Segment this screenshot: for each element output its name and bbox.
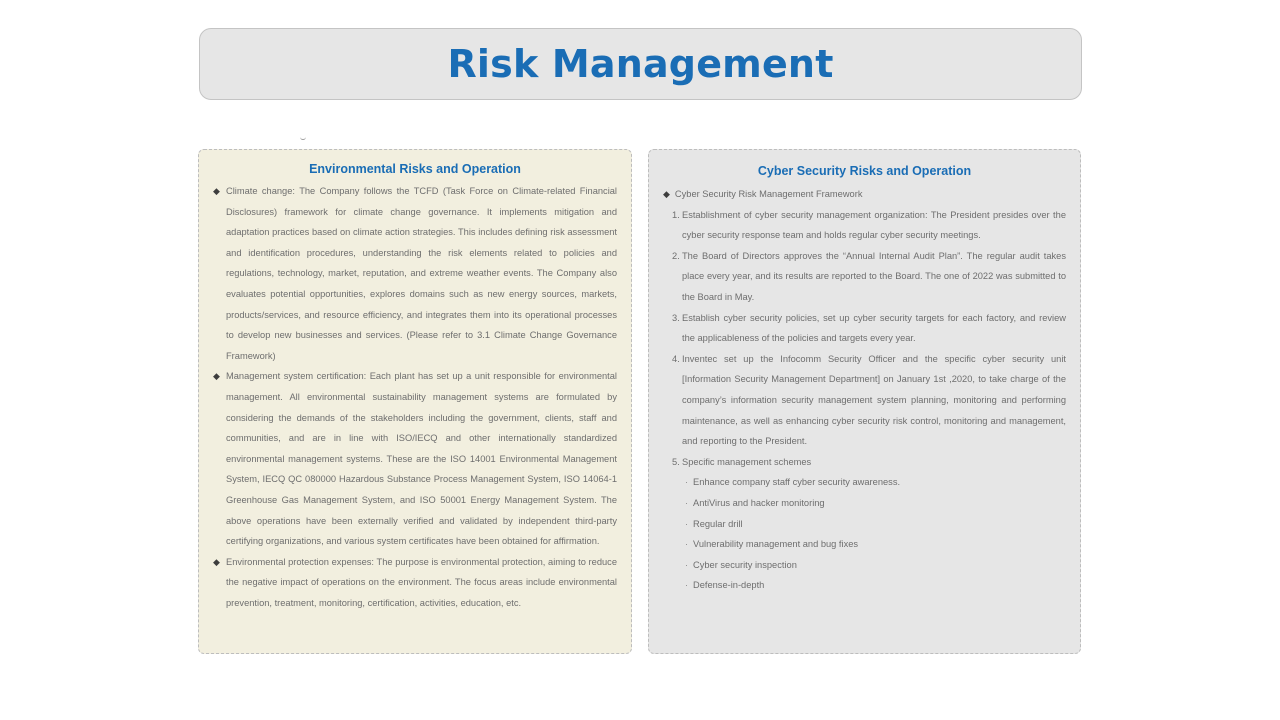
- scheme-item: · Enhance company staff cyber security awareness.: [663, 472, 1066, 493]
- cyber-item-2: 2. The Board of Directors approves the “Annual Internal Audit Plan”. The regular audit takes place every year, and its results are reported to the Board. The one of 2022 was submitted to the Board in May.: [672, 250, 1066, 302]
- cyber-item-5: 5. Specific management schemes: [672, 456, 812, 467]
- cyber-item-1: 1. Establishment of cyber security management organization: The President presides over the cyber security response team and holds regular cyber security meetings.: [672, 209, 1066, 241]
- scheme-item: · AntiVirus and hacker monitoring: [663, 493, 1066, 514]
- env-item-climate: ◆ Climate change: The Company follows the TCFD (Task Force on Climate-related Financial Disclosures) framework for climate change governance. It implements mitigation and adaptation practices based on climate action strategies. This includes defining risk assessment and identification procedures, understanding the risk elements related to policies and regulations, technology, market, reputation, and extreme weather events. The Company also evaluates potential opportunities, explores domains such as new energy sources, markets, products/services, and resource efficiency, and integrates them into its operational processes to develop new businesses and services. (Please refer to 3.1 Climate Change Governance Framework): [213, 181, 617, 366]
- middle-dot-icon: ·: [685, 559, 689, 570]
- environmental-heading: Environmental Risks and Operation: [309, 162, 521, 176]
- scheme-item: · Defense-in-depth: [663, 575, 1066, 596]
- env-item-certification: ◆ Management system certification: Each plant has set up a unit responsible for environmental management. All environmental sustainability management systems are formulated by considering the demands of the stakeholders including the government, clients, staff and communities, and are in line with ISO/IECQ and other internationally standardized environmental management systems. These are the ISO 14001 Environmental Management System, IECQ QC 080000 Hazardous Substance Process Management System, ISO 14064-1 Greenhouse Gas Management System, and ISO 50001 Energy Management System. The above operations have been externally verified and validated by independent third-party certifying organizations, and various system certificates have been obtained for affirmation.: [213, 366, 617, 551]
- middle-dot-icon: ·: [685, 518, 689, 529]
- cyber-item-3: 3. Establish cyber security policies, set up cyber security targets for each factory, and review the applicableness of the policies and targets every year.: [672, 312, 1066, 344]
- middle-dot-icon: ·: [685, 539, 689, 550]
- cyber-item-4: 4. Inventec set up the Infocomm Security Officer and the specific cyber security unit [Information Security Management Department] on January 1st ,2020, to take charge of the company’s information security management system planning, monitoring and performing maintenance, as well as enhancing cyber security risk control, monitoring and management, and reporting to the President.: [672, 353, 1066, 447]
- env-item-expenses: ◆ Environmental protection expenses: The purpose is environmental protection, aiming to reduce the negative impact of operations on the environment. The focus areas include environmental prevention, treatment, monitoring, certification, activities, education, etc.: [213, 552, 617, 614]
- title-banner: [199, 28, 1082, 100]
- cyber-framework-label: ◆ Cyber Security Risk Management Framework: [663, 189, 863, 199]
- middle-dot-icon: ·: [685, 497, 689, 508]
- diamond-bullet-icon: ◆: [213, 186, 220, 196]
- cyber-panel: [648, 149, 1081, 654]
- page-title: Risk Management: [447, 42, 834, 86]
- diamond-bullet-icon: ◆: [213, 371, 220, 382]
- environmental-panel: [198, 149, 632, 654]
- scheme-item: · Regular drill: [663, 514, 1066, 535]
- cyber-heading: Cyber Security Risks and Operation: [757, 164, 972, 178]
- decorative-mark: [300, 136, 306, 140]
- scheme-item: · Cyber security inspection: [663, 555, 1066, 576]
- diamond-bullet-icon: ◆: [213, 556, 220, 567]
- diamond-bullet-icon: ◆: [663, 189, 670, 199]
- scheme-item: · Vulnerability management and bug fixes: [663, 534, 1066, 555]
- middle-dot-icon: ·: [685, 580, 689, 591]
- middle-dot-icon: ·: [685, 477, 689, 488]
